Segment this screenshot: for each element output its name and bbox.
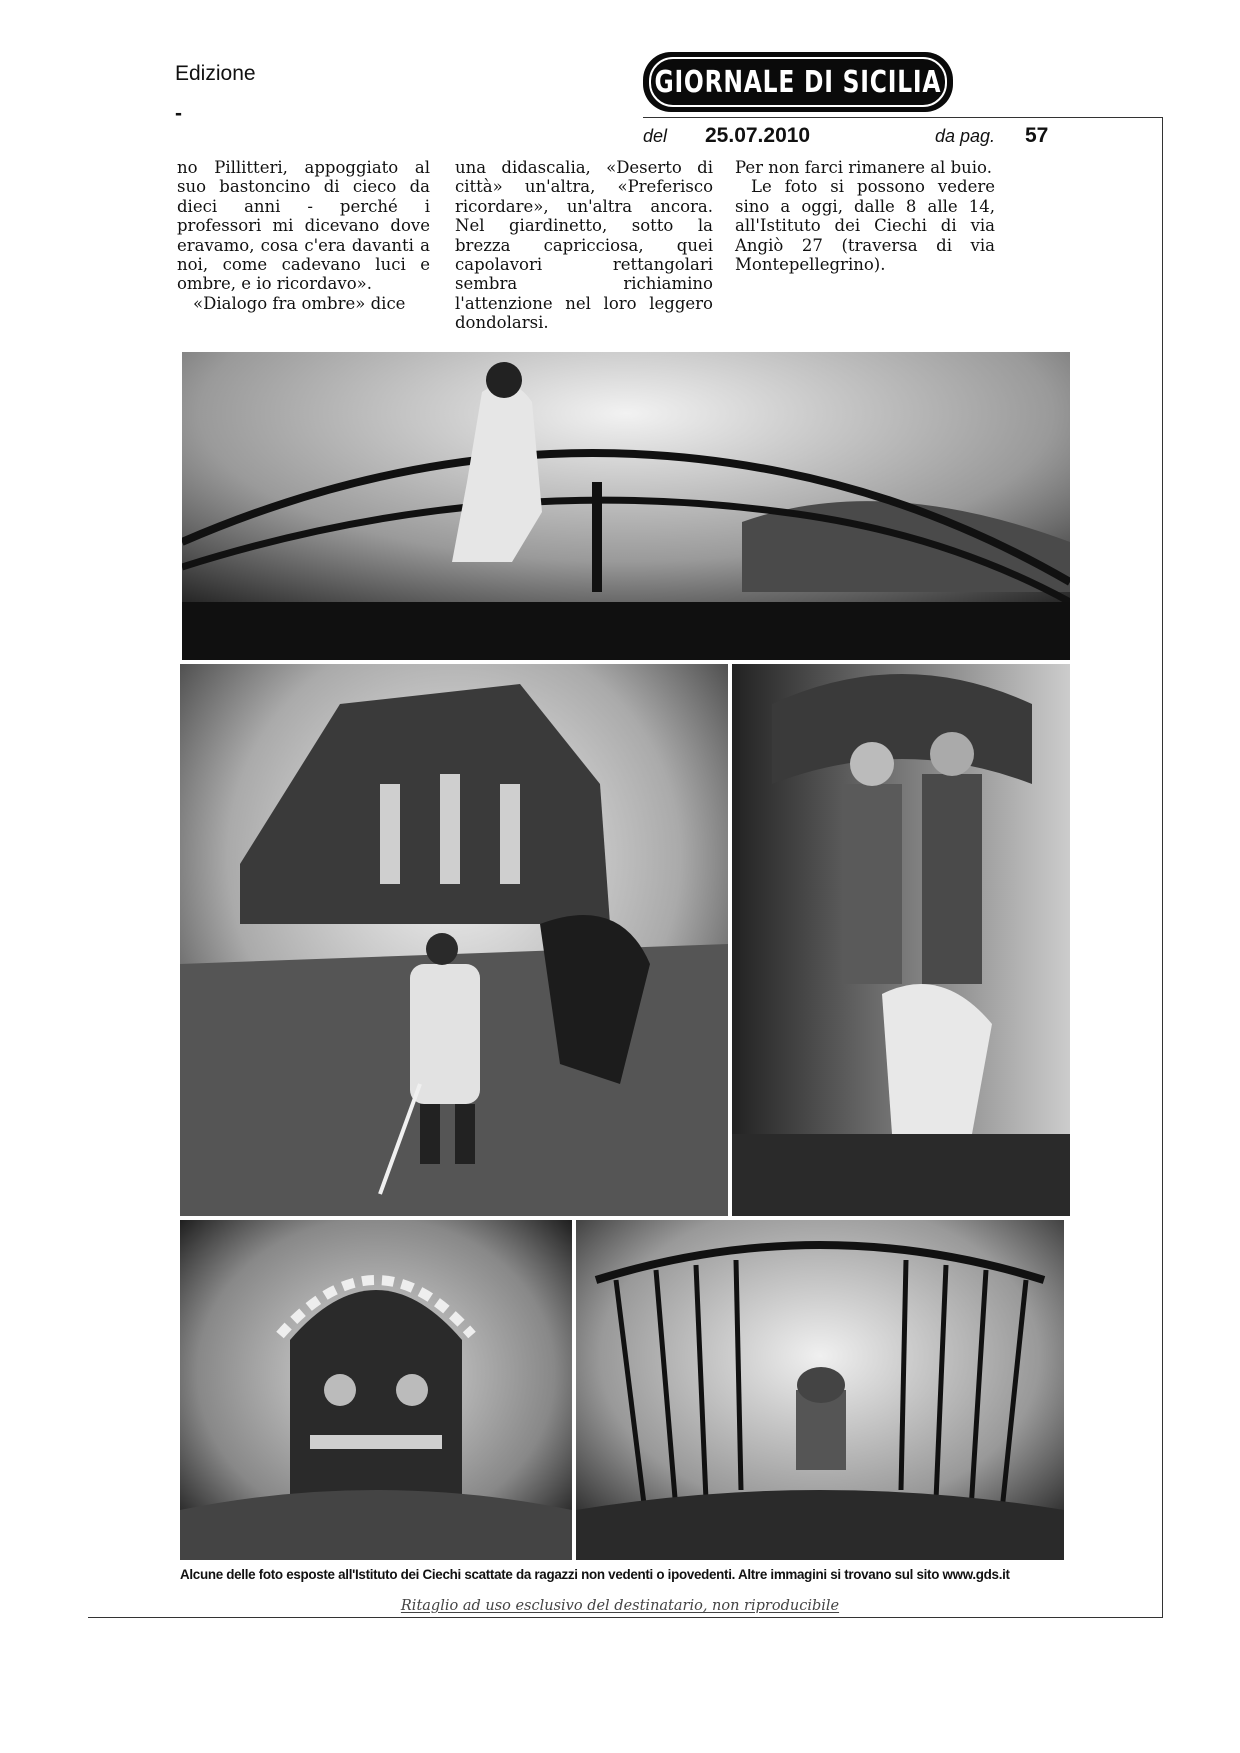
date-row xyxy=(643,124,1063,154)
photo-street xyxy=(180,664,728,1216)
bottom-rule xyxy=(88,1617,1163,1618)
photo-railing xyxy=(182,352,1070,660)
page-number: 57 xyxy=(1025,124,1049,147)
article-column-2 xyxy=(455,158,713,333)
masthead-frame xyxy=(649,57,947,107)
header-rule xyxy=(643,117,1163,118)
column-1-paragraph-2: «Dialogo fra ombre» dice xyxy=(193,293,406,313)
photo-portal-statues xyxy=(732,664,1070,1216)
edition-value: - xyxy=(175,102,182,125)
column-3-paragraph-1: Per non farci rimanere al buio. xyxy=(735,158,992,177)
masthead-logo xyxy=(643,52,953,112)
masthead-title: GIORNALE DI SICILIA xyxy=(654,64,942,100)
footer-note: Ritaglio ad uso esclusivo del destinatario, non riproducibile xyxy=(400,1598,840,1614)
article-column-3 xyxy=(735,158,995,274)
column-2-paragraph-1: una didascalia, «Deserto di città» un'altra, «Preferisco ricordare», un'altra ancora. Nel giardinetto, sotto la brezza capricciosa, quei capolavori rettangolari sembra richiamino l'attenzione nel loro leggero dondolarsi. xyxy=(455,158,713,333)
right-border-rule xyxy=(1162,117,1163,1617)
date-prefix: del xyxy=(643,126,668,146)
edition-label: Edizione xyxy=(175,62,256,85)
photo-iron-gate xyxy=(576,1220,1064,1560)
photo-church-door xyxy=(180,1220,572,1560)
column-3-paragraph-2: Le foto si possono vedere sino a oggi, dalle 8 alle 14, all'Istituto dei Ciechi di via Angiò 27 (traversa di via Montepellegrino). xyxy=(735,177,995,275)
photo-caption: Alcune delle foto esposte all'Istituto dei Ciechi scattate da ragazzi non vedenti o ipovedenti. Altre immagini si trovano sul sito www.gds.it xyxy=(180,1567,1010,1582)
column-1-paragraph-1: no Pillitteri, appoggiato al suo bastoncino di cieco da dieci anni - perché i professori mi dicevano dove eravamo, cosa c'era davanti a noi, come cadevano luci e ombre, e io ricordavo». xyxy=(177,158,430,294)
publication-date: 25.07.2010 xyxy=(705,124,811,147)
page-prefix: da pag. xyxy=(935,126,996,146)
article-column-1 xyxy=(177,158,430,313)
